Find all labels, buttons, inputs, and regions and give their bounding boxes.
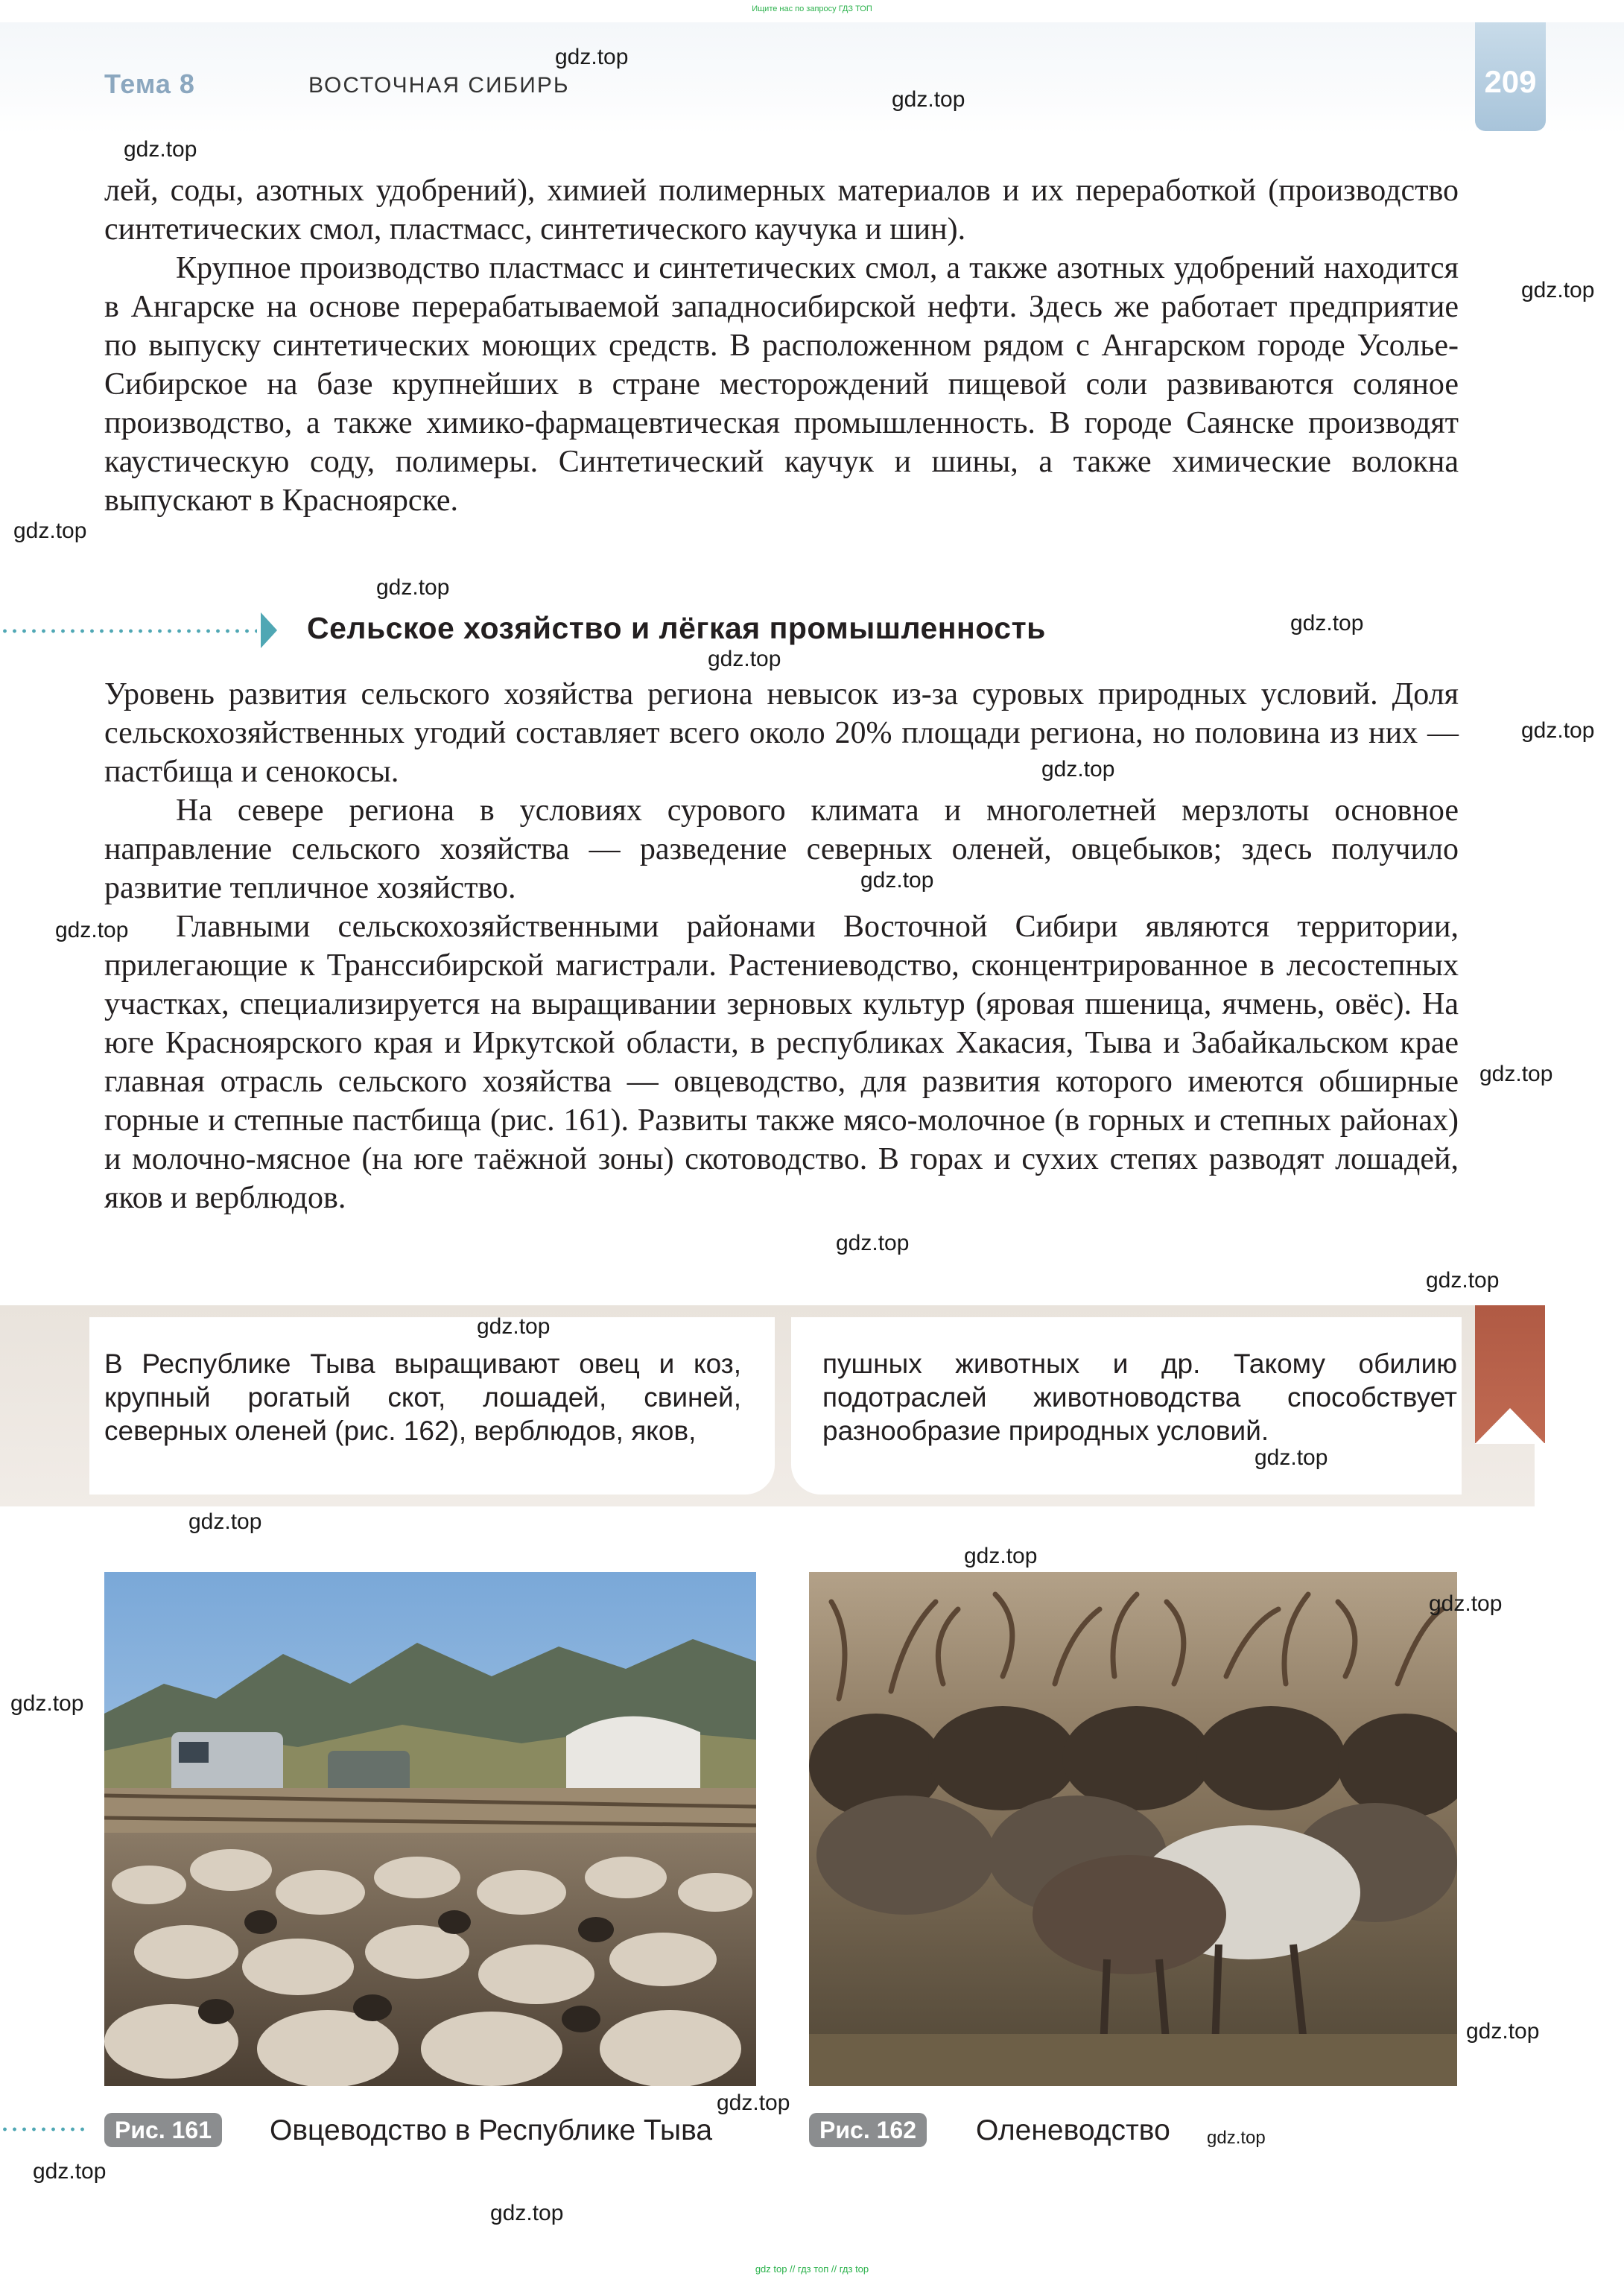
- paragraph-main-regions: Главными сельскохозяйственными районами Восточной Сибири являются территории, прилегающие к Транссибирской магистрали. Растениеводство, сконцентрированное в лесостепных участках, специализируется на выращивании зерновых культур (яровая пшеница, ячмень, овёс). На юге Красноярского края и Иркутской области, в республиках Хакасия, Тыва и Забайкальском крае главная отрасль сельского хозяйства — овцеводство, для развития которого имеются обширные горные и степные пастбища (рис. 161). Развиты также мясо-молочное (в горных и степных районах) и молочно-мясное (на юге таёжной зоны) скотоводство. В горах и сухих степях разводят лошадей, яков и верблюдов.: [104, 910, 1459, 1215]
- figure-162-badge: Рис. 162: [809, 2113, 927, 2147]
- watermark: gdz.top: [717, 2091, 790, 2115]
- watermark: gdz.top: [1041, 757, 1115, 782]
- watermark: gdz.top: [13, 519, 87, 543]
- bookmark-ribbon-icon: [1475, 1305, 1545, 1443]
- heading-arrow-icon: [261, 612, 277, 648]
- figure-161-caption: Овцеводство в Республике Тыва: [270, 2114, 713, 2146]
- watermark: gdz.top: [1521, 718, 1595, 743]
- watermark: gdz.top: [33, 2159, 107, 2184]
- watermark: gdz.top: [1521, 278, 1595, 302]
- callout-right-text: пушных животных и др. Такому обилию подотраслей животноводства способствует разнообразие природных условий.: [822, 1348, 1457, 1446]
- figure-161-badge: Рис. 161: [104, 2113, 222, 2147]
- watermark: gdz.top: [1429, 1591, 1503, 1616]
- subsection-heading: Сельское хозяйство и лёгкая промышленность: [307, 611, 1046, 645]
- photo-sheep-tuva: [104, 1572, 756, 2086]
- paragraph-continued: лей, соды, азотных удобрений), химией полимерных материалов и их переработкой (производство синтетических смол, пластмасс, синтетического каучука и шин).: [104, 174, 1459, 247]
- paragraph-chemical-industry: Крупное производство пластмасс и синтетических смол, а также азотных удобрений находится в Ангарске на основе перерабатываемой западносибирской нефти. Здесь же работает предприятие по выпуску синтетических моющих средств. В расположенном рядом с Ангарском городе Усолье-Сибирское на базе крупнейших в стране месторождений пищевой соли развиваются соляное производство, а также химико-фармацевтическая промышленность. В городе Саянске производят каустическую соду, полимеры. Синтетический каучук и шины, а также химические волокна выпускают в Красноярске.: [104, 251, 1459, 518]
- watermark: gdz.top: [860, 868, 934, 893]
- watermark: gdz.top: [555, 45, 629, 69]
- watermark: gdz.top: [490, 2201, 564, 2225]
- watermark: gdz.top: [1255, 1445, 1328, 1470]
- watermark: gdz.top: [1479, 1062, 1553, 1086]
- header-band: [0, 22, 1624, 134]
- bottom-note: gdz top // гдз топ // гдз top: [755, 2263, 869, 2275]
- page-number: 209: [1484, 64, 1537, 99]
- theme-label: Тема 8: [104, 69, 195, 99]
- paragraph-north: На севере региона в условиях сурового климата и многолетней мерзлоты основное направление сельского хозяйства — разведение северных оленей, овцебыков; здесь получило развитие тепличное хозяйство.: [104, 793, 1459, 905]
- watermark: gdz.top: [1426, 1268, 1500, 1293]
- callout-left-text: В Республике Тыва выращивают овец и коз, крупный рогатый скот, лошадей, свиней, северных оленей (рис. 162), верблюдов, яков,: [104, 1348, 741, 1446]
- watermark: gdz.top: [376, 575, 450, 600]
- watermark: gdz.top: [188, 1509, 262, 1534]
- watermark: gdz.top: [964, 1544, 1038, 1568]
- watermark: gdz.top: [1290, 611, 1364, 636]
- photo-reindeer: [809, 1572, 1457, 2086]
- paragraph-agriculture-level: Уровень развития сельского хозяйства региона невысок из-за суровых природных условий. Доля сельскохозяйственных угодий составляет всего около 20% площади региона, но половина из них — пастбища и сенокосы.: [104, 677, 1459, 789]
- watermark: gdz.top: [708, 647, 781, 671]
- watermark: gdz.top: [55, 918, 129, 942]
- watermark: gdz.top: [10, 1691, 84, 1716]
- watermark: gdz.top: [124, 137, 197, 162]
- section-title: ВОСТОЧНАЯ СИБИРЬ: [308, 73, 570, 98]
- heading-dotted-line: [0, 629, 257, 633]
- watermark: gdz.top: [892, 87, 965, 112]
- watermark: gdz.top: [836, 1231, 910, 1255]
- watermark: gdz.top: [477, 1314, 551, 1339]
- watermark: gdz.top: [1207, 2128, 1266, 2148]
- watermark: gdz.top: [1466, 2019, 1540, 2044]
- top-note: Ищите нас по запросу ГДЗ ТОП: [752, 4, 872, 13]
- caption-dotted-line: [0, 2127, 89, 2132]
- figure-162-caption: Оленеводство: [976, 2114, 1170, 2146]
